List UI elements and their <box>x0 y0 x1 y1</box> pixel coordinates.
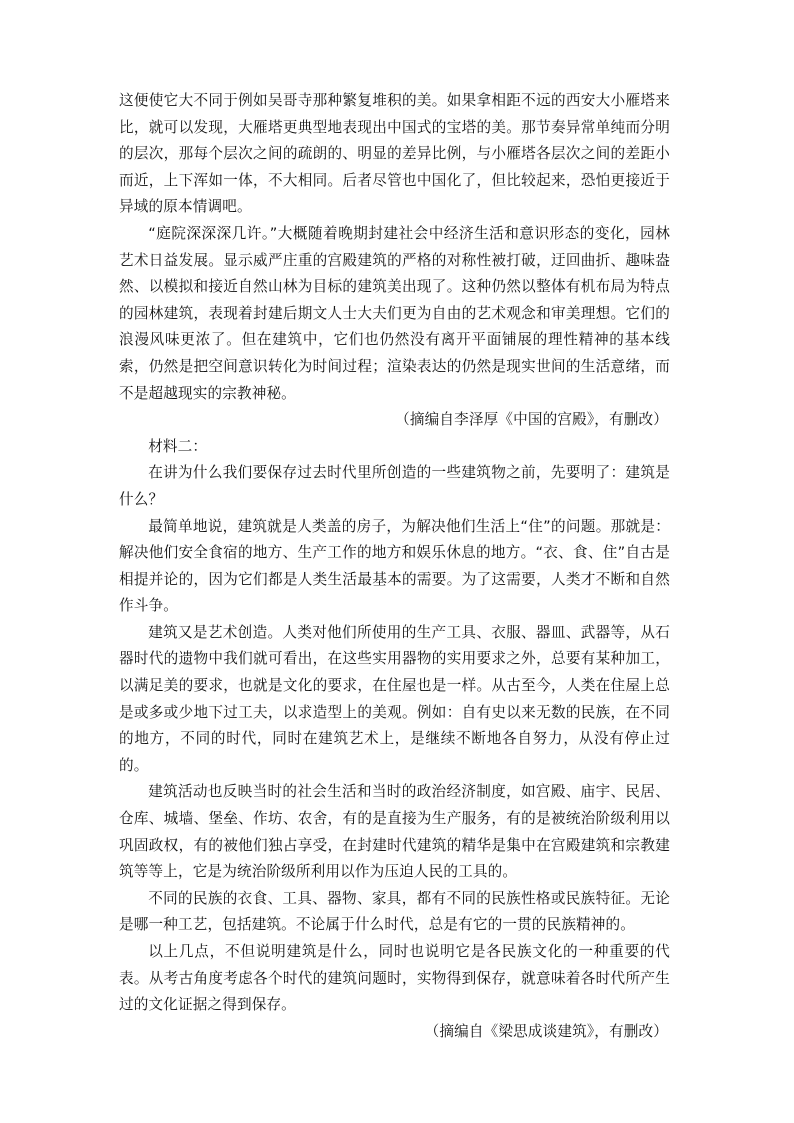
paragraph-national-character: 不同的民族的衣食、工具、器物、家具，都有不同的民族性格或民族特征。无论是哪一种工艺，包括建筑。不论属于什么时代，总是有它的一贯的民族精神的。 <box>119 889 670 934</box>
paragraph-art-creation: 建筑又是艺术创造。人类对他们所使用的生产工具、衣服、器皿、武器等，从石器时代的遗物中我们就可看出，在这些实用器物的实用要求之外，总要有某种加工，以满足美的要求，也就是文化的要求，在住屋也是一样。从古至今，人类在住屋上总是或多或少地下过工夫，以求造型上的美观。例如：自有史以来无数的民族，在不同的地方，不同的时代，同时在建筑艺术上，是继续不断地各自努力，从没有停止过的。 <box>119 623 670 774</box>
paragraph-cultural-evidence: 以上几点，不但说明建筑是什么，同时也说明它是各民族文化的一种重要的代表。从考古角度考虑各个时代的建筑问题时，实物得到保存，就意味着各时代所产生过的文化证据之得到保存。 <box>119 943 670 1014</box>
paragraph-social-reflection: 建筑活动也反映当时的社会生活和当时的政治经济制度，如宫殿、庙宇、民居、仓库、城墙、堡垒、作坊、农舍，有的是直接为生产服务，有的是被统治阶级利用以巩固政权，有的被他们独占享受，在封建时代建筑的精华是集中在宫殿建筑和宗教建筑等等上，它是为统治阶级所利用以作为压迫人民的工具的。 <box>119 783 670 881</box>
paragraph-housing: 最简单地说，建筑就是人类盖的房子，为解决他们生活上“住”的问题。那就是：解决他们安全食宿的地方、生产工作的地方和娱乐休息的地方。“衣、食、住”自古是相提并论的，因为它们都是人类生活最基本的需要。为了这需要，人类才不断和自然作斗争。 <box>119 517 670 615</box>
source-citation-2: （摘编自《梁思成谈建筑》，有删改） <box>424 1022 668 1040</box>
material-2-label: 材料二： <box>148 437 208 455</box>
paragraph-garden-architecture: “庭院深深深几许。”大概随着晚期封建社会中经济生活和意识形态的变化，园林艺术日益发展。显示威严庄重的宫殿建筑的严格的对称性被打破，迂回曲折、趣味盎然、以模拟和接近自然山林为目标的建筑美出现了。这种仍然以整体有机布局为特点的园林建筑，表现着封建后期文人士大夫们更为自由的艺术观念和审美理想。它们的浪漫风味更浓了。但在建筑中，它们也仍然没有离开平面铺展的理性精神的基本线索，仍然是把空间意识转化为时间过程；渲染表达的仍然是现实世间的生活意绪，而不是超越现实的宗教神秘。 <box>119 224 670 402</box>
paragraph-what-is-architecture: 在讲为什么我们要保存过去时代里所创造的一些建筑物之前，先要明了：建筑是什么？ <box>119 464 670 508</box>
paragraph-dayanta: 这便使它大不同于例如吴哥寺那种繁复堆积的美。如果拿相距不远的西安大小雁塔来比，就可以发现，大雁塔更典型地表现出中国式的宝塔的美。那节奏异常单纯而分明的层次，那每个层次之间的疏朗的、明显的差异比例，与小雁塔各层次之间的差距小而近，上下浑如一体，不大相同。后者尽管也中国化了，但比较起来，恐怕更接近于异域的原本情调吧。 <box>119 92 670 216</box>
document-page <box>119 88 670 1045</box>
source-citation-1: （摘编自李泽厚《中国的宫殿》，有删改） <box>395 411 668 429</box>
